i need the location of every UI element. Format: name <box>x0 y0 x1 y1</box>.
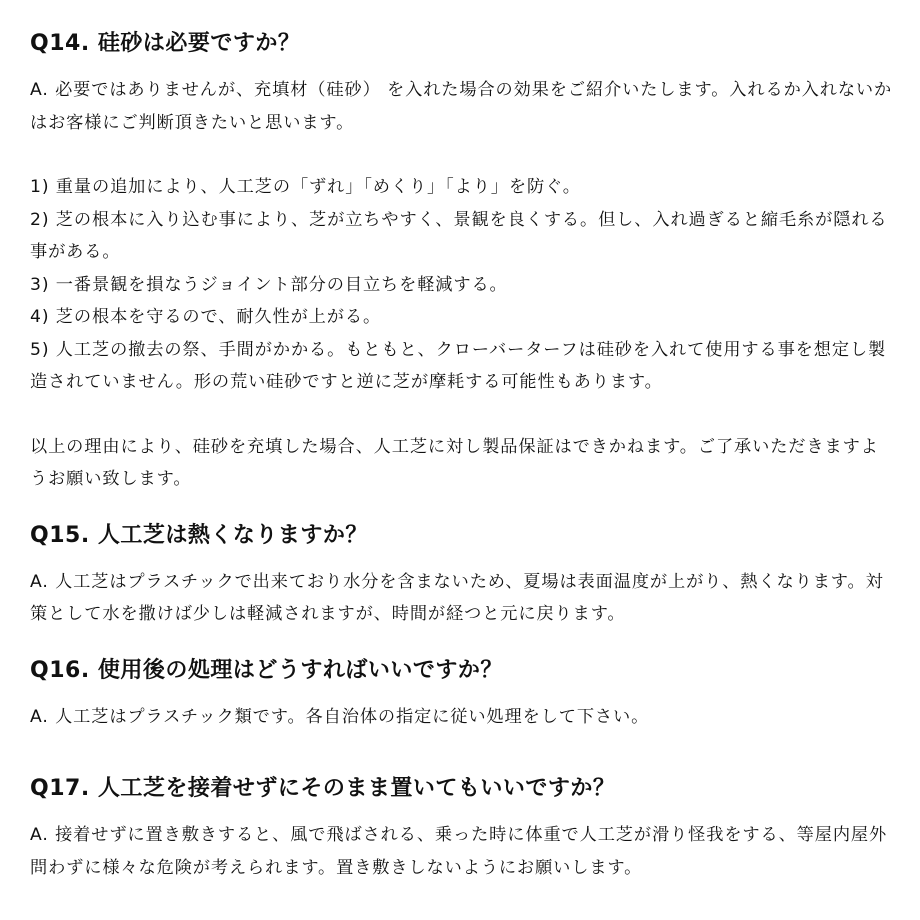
q16-answer: A. 人工芝はプラスチック類です。各自治体の指定に従い処理をして下さい。 <box>30 706 650 727</box>
q14-intro: A. 必要ではありませんが、充填材（硅砂） を入れた場合の効果をご紹介いたします。入れるか入れないかはお客様にご判断頂きたいと思います。 <box>30 80 893 133</box>
q17-answer: A. 接着せずに置き敷きすると、風で飛ばされる、乗った時に体重で人工芝が滑り怪我をする、等屋内屋外問わずに様々な危険が考えられます。置き敷きしないようにお願いします。 <box>30 825 888 878</box>
spacer <box>30 399 896 431</box>
q14-effect-3: 3) 一番景観を損なうジョイント部分の目立ちを軽減する。 <box>30 274 508 295</box>
q14-question: Q14. 硅砂は必要ですか？ <box>30 31 301 56</box>
q14-effects-list <box>30 171 896 399</box>
q14-effect-2: 2) 芝の根本に入り込む事により、芝が立ちやすく、景観を良くする。但し、入れ過ぎると縮毛糸が隠れる事がある。 <box>30 209 888 262</box>
faq-q14 <box>30 28 896 496</box>
q14-conclusion: 以上の理由により、硅砂を充填した場合、人工芝に対し製品保証はできかねます。ご了承いただきますようお願い致します。 <box>30 436 879 489</box>
faq-q17 <box>30 773 896 884</box>
q14-effect-1: 1) 重量の追加により、人工芝の「ずれ」「めくり」「より」を防ぐ。 <box>30 177 581 197</box>
q14-effect-5: 5) 人工芝の撤去の祭、手間がかかる。もともと、クローバーターフは硅砂を入れて使用する事を想定し製造されていません。形の荒い硅砂ですと逆に芝が摩耗する可能性もあります。 <box>30 339 887 392</box>
q17-question: Q17. 人工芝を接着せずにそのまま置いてもいいですか？ <box>30 776 616 801</box>
spacer <box>30 733 896 773</box>
faq-q15 <box>30 520 896 631</box>
q16-question: Q16. 使用後の処理はどうすればいいですか？ <box>30 657 503 683</box>
q15-answer: A. 人工芝はプラスチックで出来ており水分を含まないため、夏場は表面温度が上がり、熱くなります。対策として水を撒けば少しは軽減されますが、時間が経つと元に戻ります。 <box>30 571 884 624</box>
q15-question: Q15. 人工芝は熱くなりますか？ <box>30 522 368 548</box>
spacer <box>30 631 896 655</box>
spacer <box>30 496 896 520</box>
faq-q16 <box>30 655 896 734</box>
q14-effect-4: 4) 芝の根本を守るので、耐久性が上がる。 <box>30 307 382 327</box>
spacer <box>30 139 896 171</box>
faq-document <box>30 28 896 884</box>
